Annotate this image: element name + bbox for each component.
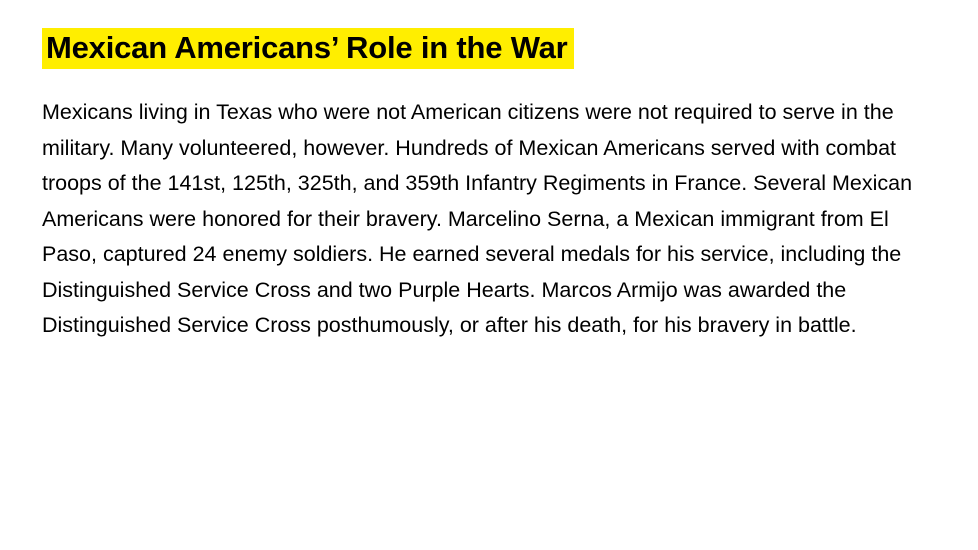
page-title: Mexican Americans’ Role in the War bbox=[42, 28, 574, 69]
slide-body-container bbox=[42, 95, 942, 344]
body-paragraph: Mexicans living in Texas who were not American citizens were not required to serve in the military. Many volunteered, however. Hundreds of Mexican Americans served with combat troops of the 141st, 125th, 325th, and 359th Infantry Regiments in France. Several Mexican Americans were honored for their bravery. Marcelino Serna, a Mexican immigrant from El Paso, captured 24 enemy soldiers. He earned several medals for his service, including the Distinguished Service Cross and two Purple Hearts. Marcos Armijo was awarded the Distinguished Service Cross posthumously, or after his death, for his bravery in battle. bbox=[42, 100, 913, 337]
slide-title-container bbox=[42, 28, 932, 69]
